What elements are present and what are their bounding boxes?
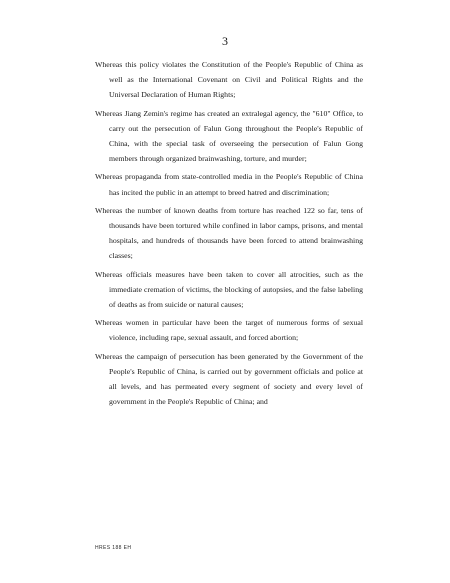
whereas-clause-6: Whereas women in particular have been the target of numerous forms of sexual violence, including rape, sexual assault, and forced abortion; xyxy=(95,318,363,343)
page-number: 3 xyxy=(222,34,228,48)
footer-document-code: HRES 188 EH xyxy=(95,545,132,551)
whereas-clause-1: Whereas this policy violates the Constitution of the People's Republic of China as well as the International Covenant on Civil and Political Rights and the Universal Declaration of Human Rights; xyxy=(95,60,363,100)
whereas-clauses xyxy=(95,57,363,412)
whereas-clause-2: Whereas Jiang Zemin's regime has created an extralegal agency, the "610" Office, to carry out the persecution of Falun Gong throughout the People's Republic of China, with the special task of overseeing the persecution of Falun Gong members through organized brainwashing, torture, and murder; xyxy=(95,108,363,164)
whereas-clause-5: Whereas officials measures have been taken to cover all atrocities, such as the immediate cremation of victims, the blocking of autopsies, and the false labeling of deaths as from suicide or natural causes; xyxy=(95,269,363,310)
whereas-clause-4: Whereas the number of known deaths from torture has reached 122 so far, tens of thousands have been tortured while confined in labor camps, prisons, and mental hospitals, and hundreds of thousands have been forced to attend brainwashing classes; xyxy=(95,205,363,261)
whereas-clause-3: Whereas propaganda from state-controlled media in the People's Republic of China has incited the public in an attempt to breed hatred and discrimination; xyxy=(95,172,363,197)
whereas-clause-7: Whereas the campaign of persecution has been generated by the Government of the People's Republic of China, is carried out by government officials and police at all levels, and has permeated every segment of society and every level of government in the People's Republic of China; and xyxy=(95,351,363,407)
